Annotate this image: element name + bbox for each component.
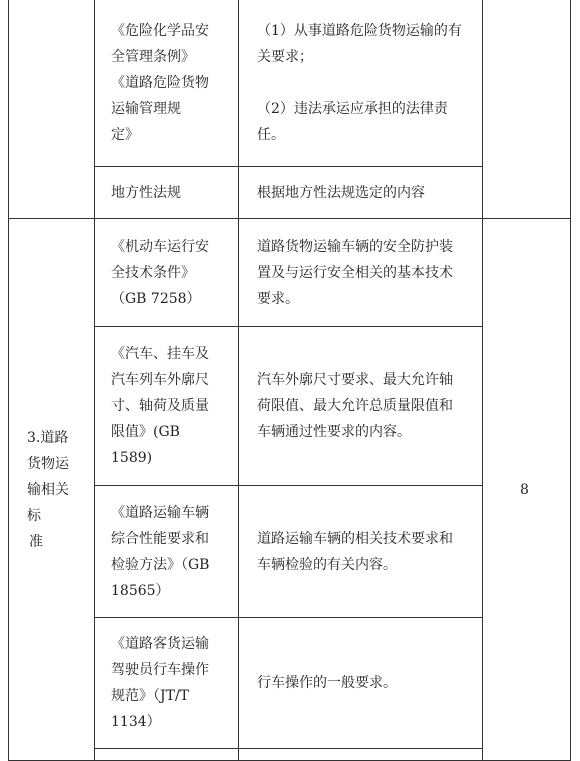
requirement-text: 车辆通过性要求的内容。 xyxy=(257,424,411,440)
law-cell-empty xyxy=(95,749,239,761)
category-cell-empty xyxy=(9,0,95,219)
score-text: 8 xyxy=(520,481,529,498)
law-text: 《道路客货运输 xyxy=(111,636,209,652)
law-text: 综合性能要求和 xyxy=(111,530,209,547)
requirement-text: 任。 xyxy=(257,126,285,143)
requirement-text: （2）违法承运应承担的法律责 xyxy=(257,100,448,117)
law-text: 《机动车运行安 xyxy=(111,238,209,255)
law-cell xyxy=(95,219,239,327)
law-cell xyxy=(95,0,239,167)
law-text: 1134） xyxy=(111,714,161,730)
requirement-text: 要求。 xyxy=(257,290,299,307)
law-text: 检验方法》（GB xyxy=(111,556,210,573)
requirement-cell xyxy=(239,327,483,486)
score-cell-empty xyxy=(483,0,571,219)
law-text: 驾驶员行车操作 xyxy=(111,662,209,678)
law-text: 《道路危险货物 xyxy=(111,74,209,91)
requirement-text: 道路运输车辆的相关技术要求和 xyxy=(257,530,453,547)
requirement-text: 道路货物运输车辆的安全防护装 xyxy=(257,238,453,255)
category-text: 3.道路 xyxy=(27,429,69,446)
spacer xyxy=(257,70,472,96)
law-text: 规范》（JT/T xyxy=(111,688,190,704)
law-text: 《道路运输车辆 xyxy=(111,504,209,521)
requirement-text: （1）从事道路危险货物运输的有 xyxy=(257,22,462,39)
score-cell xyxy=(483,219,571,761)
requirement-cell xyxy=(239,167,483,219)
requirement-text: 置及与运行安全相关的基本技术 xyxy=(257,264,453,281)
law-text: 全技术条件》 xyxy=(111,264,195,281)
table-row xyxy=(9,0,571,167)
law-cell xyxy=(95,618,239,749)
requirement-text: 汽车外廓尺寸要求、最大允许轴 xyxy=(257,372,453,388)
category-text: 标 xyxy=(27,507,41,524)
requirement-cell xyxy=(239,0,483,167)
category-text: 输相关 xyxy=(27,481,69,498)
law-cell xyxy=(95,486,239,618)
law-cell xyxy=(95,327,239,486)
requirement-cell xyxy=(239,618,483,749)
requirement-text: 关要求； xyxy=(257,48,313,65)
category-text: 货物运 xyxy=(27,455,69,472)
requirement-cell xyxy=(239,486,483,618)
law-text: 1589) xyxy=(111,450,153,466)
law-text: 限值》(GB xyxy=(111,424,180,440)
law-text: 18565） xyxy=(111,582,170,599)
requirement-cell-empty xyxy=(239,749,483,761)
law-cell xyxy=(95,167,239,219)
standards-table xyxy=(8,0,571,761)
law-text: 《汽车、挂车及 xyxy=(111,346,209,362)
law-text: 全管理条例》 xyxy=(111,48,195,65)
requirement-cell xyxy=(239,219,483,327)
requirement-text: 根据地方性法规选定的内容 xyxy=(257,184,425,201)
category-text: 准 xyxy=(29,533,43,550)
table-row xyxy=(9,219,571,327)
law-text: 运输管理规 xyxy=(111,100,181,117)
requirement-text: 荷限值、最大允许总质量限值和 xyxy=(257,398,453,414)
law-text: 《危险化学品安 xyxy=(111,22,209,39)
law-text: 地方性法规 xyxy=(111,184,181,201)
category-cell xyxy=(9,219,95,761)
law-text: 汽车列车外廓尺 xyxy=(111,372,209,388)
requirement-text: 行车操作的一般要求。 xyxy=(257,675,397,691)
law-text: （GB 7258） xyxy=(111,290,201,307)
law-text: 定》 xyxy=(111,126,139,143)
law-text: 寸、轴荷及质量 xyxy=(111,398,209,414)
requirement-text: 车辆检验的有关内容。 xyxy=(257,556,397,573)
